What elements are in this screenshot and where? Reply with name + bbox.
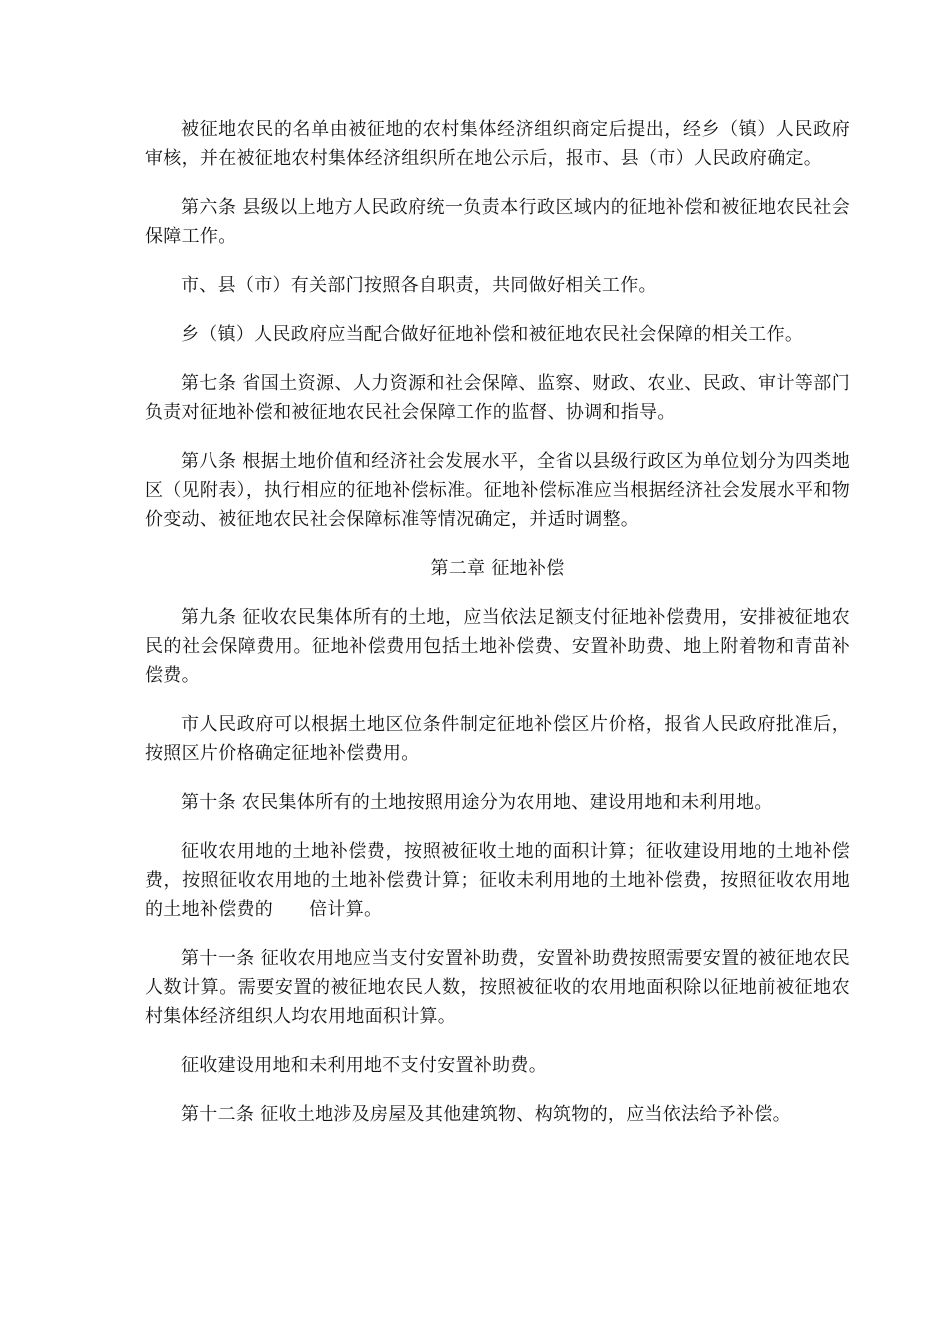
paragraph-article-8: 第八条 根据土地价值和经济社会发展水平，全省以县级行政区为单位划分为四类地区（见附表），执行相应的征地补偿标准。征地补偿标准应当根据经济社会发展水平和物价变动、被征地农民社会保障标准等情况确定，并适时调整。 xyxy=(145,451,850,530)
paragraph-text-after-gap: 倍计算。 xyxy=(309,899,383,920)
paragraph-list-name-approval: 被征地农民的名单由被征地的农村集体经济组织商定后提出，经乡（镇）人民政府审核，并在被征地农村集体经济组织所在地公示后，报市、县（市）人民政府确定。 xyxy=(145,119,850,169)
paragraph-article-11: 第十一条 征收农用地应当支付安置补助费，安置补助费按照需要安置的被征地农民人数计算。需要安置的被征地农民人数，按照被征收的农用地面积除以征地前被征地农村集体经济组织人均农用地面积计算。 xyxy=(145,948,850,1027)
paragraph-article-10: 第十条 农民集体所有的土地按照用途分为农用地、建设用地和未利用地。 xyxy=(181,792,773,813)
paragraph-article-6: 第六条 县级以上地方人民政府统一负责本行政区域内的征地补偿和被征地农民社会保障工作。 xyxy=(145,197,850,247)
paragraph-city-county-departments: 市、县（市）有关部门按照各自职责，共同做好相关工作。 xyxy=(181,275,657,296)
paragraph-land-compensation-calculation xyxy=(145,837,850,924)
chapter-heading: 第二章 征地补偿 xyxy=(430,558,565,579)
paragraph-text-before-gap: 征收农用地的土地补偿费，按照被征收土地的面积计算；征收建设用地的土地补偿费，按照征收农用地的土地补偿费计算；征收未利用地的土地补偿费，按照征收农用地的土地补偿费的 xyxy=(145,841,850,920)
paragraph-zone-price: 市人民政府可以根据土地区位条件制定征地补偿区片价格，报省人民政府批准后，按照区片价格确定征地补偿费用。 xyxy=(145,714,850,764)
document-body xyxy=(145,115,850,1149)
paragraph-township-government: 乡（镇）人民政府应当配合做好征地补偿和被征地农民社会保障的相关工作。 xyxy=(181,324,804,345)
paragraph-no-resettlement-subsidy: 征收建设用地和未利用地不支付安置补助费。 xyxy=(181,1055,547,1076)
paragraph-article-12: 第十二条 征收土地涉及房屋及其他建筑物、构筑物的，应当依法给予补偿。 xyxy=(181,1104,791,1125)
paragraph-article-9: 第九条 征收农民集体所有的土地，应当依法足额支付征地补偿费用，安排被征地农民的社会保障费用。征地补偿费用包括土地补偿费、安置补助费、地上附着物和青苗补偿费。 xyxy=(145,607,850,686)
paragraph-article-7: 第七条 省国土资源、人力资源和社会保障、监察、财政、农业、民政、审计等部门负责对征地补偿和被征地农民社会保障工作的监督、协调和指导。 xyxy=(145,373,850,423)
